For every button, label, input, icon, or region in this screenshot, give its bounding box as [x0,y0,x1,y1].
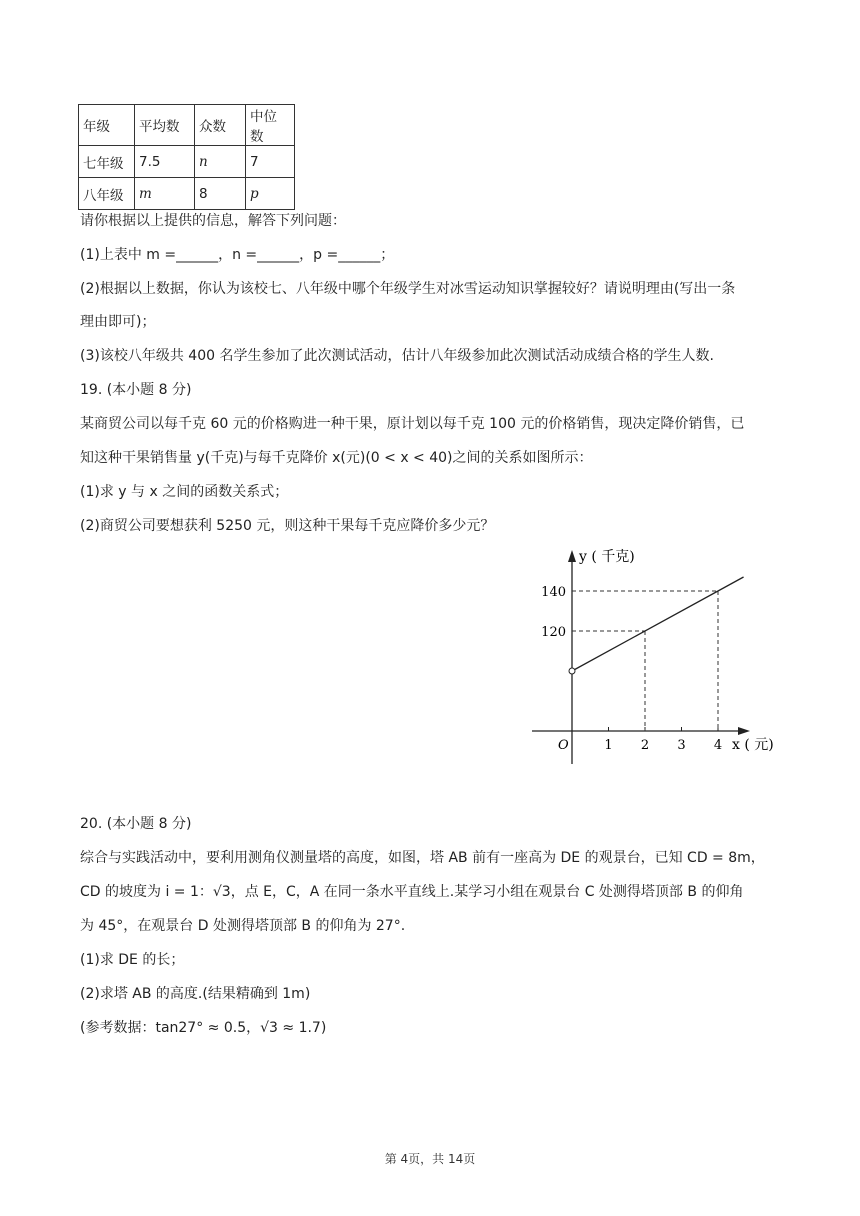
q20-stem-line1: 综合与实践活动中，要利用测角仪测量塔的高度，如图，塔 AB 前有一座高为 DE 的观景台，已知 CD = 8m， [80,850,765,866]
table-cell: 七年级 [79,146,135,178]
q20-stem-line2: CD 的坡度为 i = 1：√3，点 E，C，A 在同一条水平直线上.某学习小组在观景台 C 处测得塔顶部 B 的仰角 [80,884,744,900]
table-header-cell: 众数 [195,105,246,146]
table-cell: n [195,146,246,178]
y-tick-label: 120 [541,625,566,640]
y-axis-arrow [568,550,576,562]
table-cell: p [246,178,295,210]
x-tick-label: 4 [713,738,723,753]
table-cell: 8 [195,178,246,210]
page-footer: 第 4页，共 14页 [384,1152,476,1166]
q18-part2-line1: (2)根据以上数据，你认为该校七、八年级中哪个年级学生对冰雪运动知识掌握较好？请说明理由(写出一条 [80,281,736,297]
q20-title: 20. (本小题 8 分) [80,816,192,832]
x-tick-label: 3 [677,738,686,753]
statistics-table [78,104,295,210]
q18-intro: 请你根据以上提供的信息，解答下列问题： [80,213,346,229]
table-cell: 7 [246,146,295,178]
y-tick-label: 140 [541,585,566,600]
table-cell: 八年级 [79,178,135,210]
table-header-cell: 年级 [79,105,135,146]
q19-part1: (1)求 y 与 x 之间的函数关系式； [80,484,289,500]
q19-title: 19. (本小题 8 分) [80,382,192,398]
q18-part3: (3)该校八年级共 400 名学生参加了此次测试活动，估计八年级参加此次测试活动成绩合格的学生人数. [80,348,714,364]
data-point-open [569,668,575,674]
table-header-row [79,105,295,146]
y-axis-label: y ( 千克) [579,549,635,565]
table-header-cell: 平均数 [135,105,195,146]
x-axis-label: x ( 元) [732,737,774,753]
q20-part2: (2)求塔 AB 的高度.(结果精确到 1m) [80,986,311,1002]
q18-part2-line2: 理由即可)； [80,314,156,330]
table-header-cell: 中位数 [246,105,295,146]
x-tick-label: 1 [604,738,613,753]
table-row [79,178,295,210]
origin-label: O [558,738,569,753]
q20-reference-data: (参考数据：tan27° ≈ 0.5，√3 ≈ 1.7) [80,1020,327,1036]
q19-stem-line1: 某商贸公司以每千克 60 元的价格购进一种干果，原计划以每千克 100 元的价格销售，现决定降价销售，已 [80,416,745,432]
q19-stem-line2: 知这种干果销售量 y(千克)与每千克降价 x(元)(0 < x < 40)之间的关系如图所示： [80,450,593,466]
q19-part2: (2)商贸公司要想获利 5250 元，则这种干果每千克应降价多少元？ [80,518,495,534]
x-axis-arrow [738,727,750,735]
table-cell: 7.5 [135,146,195,178]
q20-part1: (1)求 DE 的长； [80,952,185,968]
x-tick-label: 2 [640,738,650,753]
table-cell: m [135,178,195,210]
q18-part1: (1)上表中 m =______，n =______，p =______； [80,247,395,263]
q20-stem-line3: 为 45°，在观景台 D 处测得塔顶部 B 的仰角为 27°. [80,918,406,934]
sales-volume-line-graph [522,538,792,773]
table-row [79,146,295,178]
